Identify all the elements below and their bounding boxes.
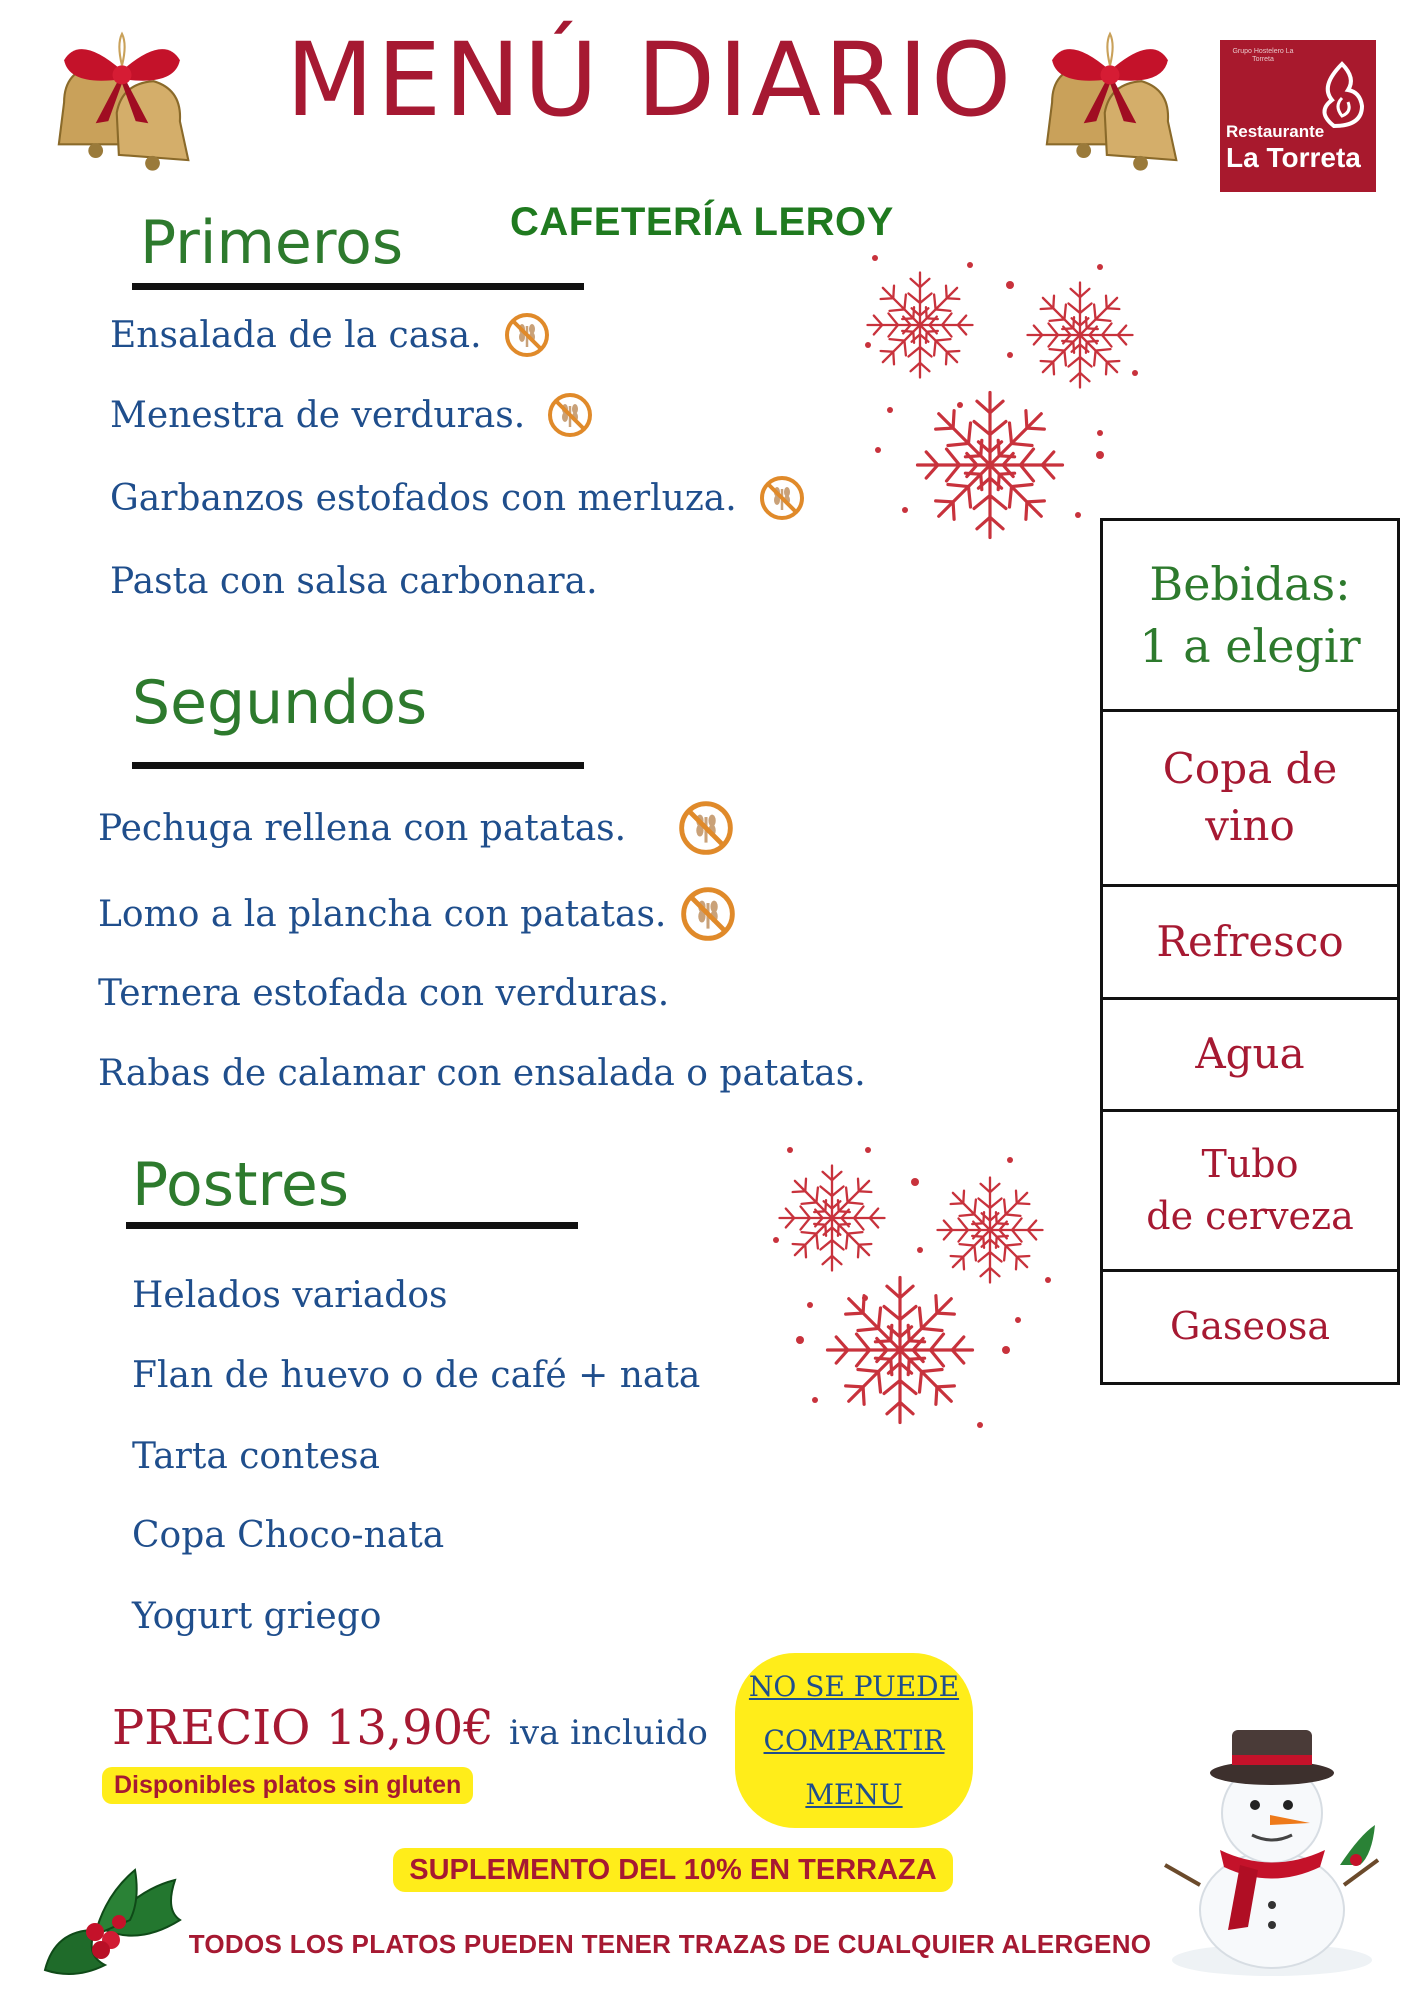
snowflake-icon xyxy=(770,1140,1060,1430)
drinks-table xyxy=(1100,518,1400,1385)
section-divider xyxy=(126,1222,578,1229)
dish-item xyxy=(110,558,598,604)
dish-item xyxy=(132,1593,381,1639)
drinks-heading-line1: Bebidas: xyxy=(1149,556,1351,611)
flame-icon xyxy=(1312,60,1370,130)
logo-line2: La Torreta xyxy=(1226,142,1361,173)
allergen-warning: TODOS LOS PLATOS PUEDEN TENER TRAZAS DE CUALQUIER ALERGENO xyxy=(188,1929,1152,1959)
dish-name: Lomo a la plancha con patatas. xyxy=(98,893,667,935)
holly-icon xyxy=(25,1860,185,1990)
gluten-free-icon xyxy=(678,800,734,856)
section-divider xyxy=(132,283,584,290)
dish-item xyxy=(132,1352,700,1398)
page-title: MENÚ DIARIO xyxy=(285,21,1015,140)
drinks-heading xyxy=(1103,521,1397,712)
dish-item xyxy=(110,312,550,358)
gluten-free-icon xyxy=(680,886,736,942)
drink-option xyxy=(1103,712,1397,887)
section-heading-postres: Postres xyxy=(132,1150,350,1220)
drink-label: Gaseosa xyxy=(1169,1304,1331,1349)
dish-name: Pasta con salsa carbonara. xyxy=(110,560,598,602)
dish-item xyxy=(98,800,734,856)
drink-label: de cerveza xyxy=(1146,1193,1354,1238)
section-divider xyxy=(132,762,584,769)
no-share-line1: NO SE PUEDE xyxy=(748,1669,960,1703)
drinks-heading-line2: 1 a elegir xyxy=(1139,619,1361,673)
dish-name: Flan de huevo o de café + nata xyxy=(132,1354,701,1396)
dish-item xyxy=(98,970,669,1016)
drink-option xyxy=(1103,1112,1397,1272)
gluten-free-icon xyxy=(759,475,805,521)
dish-item xyxy=(98,1050,866,1096)
dish-item xyxy=(110,392,593,438)
dish-name: Garbanzos estofados con merluza. xyxy=(110,477,737,519)
gluten-free-note: Disponibles platos sin gluten xyxy=(102,1767,473,1804)
terrace-surcharge-note: SUPLEMENTO DEL 10% EN TERRAZA xyxy=(393,1848,953,1892)
dish-name: Pechuga rellena con patatas. xyxy=(98,807,627,849)
dish-item xyxy=(132,1433,380,1479)
logo-line1: Restaurante xyxy=(1226,122,1325,141)
dish-name: Ternera estofada con verduras. xyxy=(98,972,670,1014)
dish-item xyxy=(132,1272,448,1318)
dish-name: Ensalada de la casa. xyxy=(110,314,482,356)
drink-option xyxy=(1103,1272,1397,1382)
dish-item xyxy=(98,886,736,942)
logo-group-text: Grupo Hostelero La Torreta xyxy=(1232,48,1294,64)
no-share-notice xyxy=(735,1653,973,1828)
no-share-line2: COMPARTIR xyxy=(763,1723,945,1757)
snowflake-icon xyxy=(860,255,1140,545)
gluten-free-icon xyxy=(504,312,550,358)
drink-label: Copa de xyxy=(1162,744,1338,794)
no-share-line3: MENU xyxy=(805,1778,903,1812)
drink-label: vino xyxy=(1205,801,1295,850)
dish-name: Tarta contesa xyxy=(132,1435,380,1477)
dish-item xyxy=(132,1512,444,1558)
dish-name: Rabas de calamar con ensalada o patatas. xyxy=(98,1052,866,1094)
section-heading-segundos: Segundos xyxy=(132,668,428,738)
drink-label: Tubo xyxy=(1201,1142,1299,1187)
drink-label: Refresco xyxy=(1156,916,1344,966)
gluten-free-icon xyxy=(547,392,593,438)
price-line xyxy=(112,1700,708,1756)
price-value: PRECIO 13,90€ xyxy=(112,1700,494,1756)
dish-name: Menestra de verduras. xyxy=(110,394,526,436)
dish-name: Copa Choco-nata xyxy=(132,1514,445,1556)
dish-item xyxy=(110,475,805,521)
drink-option xyxy=(1103,1000,1397,1112)
section-heading-primeros: Primeros xyxy=(140,208,404,278)
drink-option xyxy=(1103,887,1397,1000)
dish-name: Helados variados xyxy=(132,1274,448,1316)
price-note: iva incluido xyxy=(509,1713,708,1753)
dish-name: Yogurt griego xyxy=(132,1595,382,1637)
drink-label: Agua xyxy=(1195,1029,1305,1079)
cafeteria-name: CAFETERÍA LEROY xyxy=(510,200,894,244)
snowman-icon xyxy=(1160,1715,1385,1980)
